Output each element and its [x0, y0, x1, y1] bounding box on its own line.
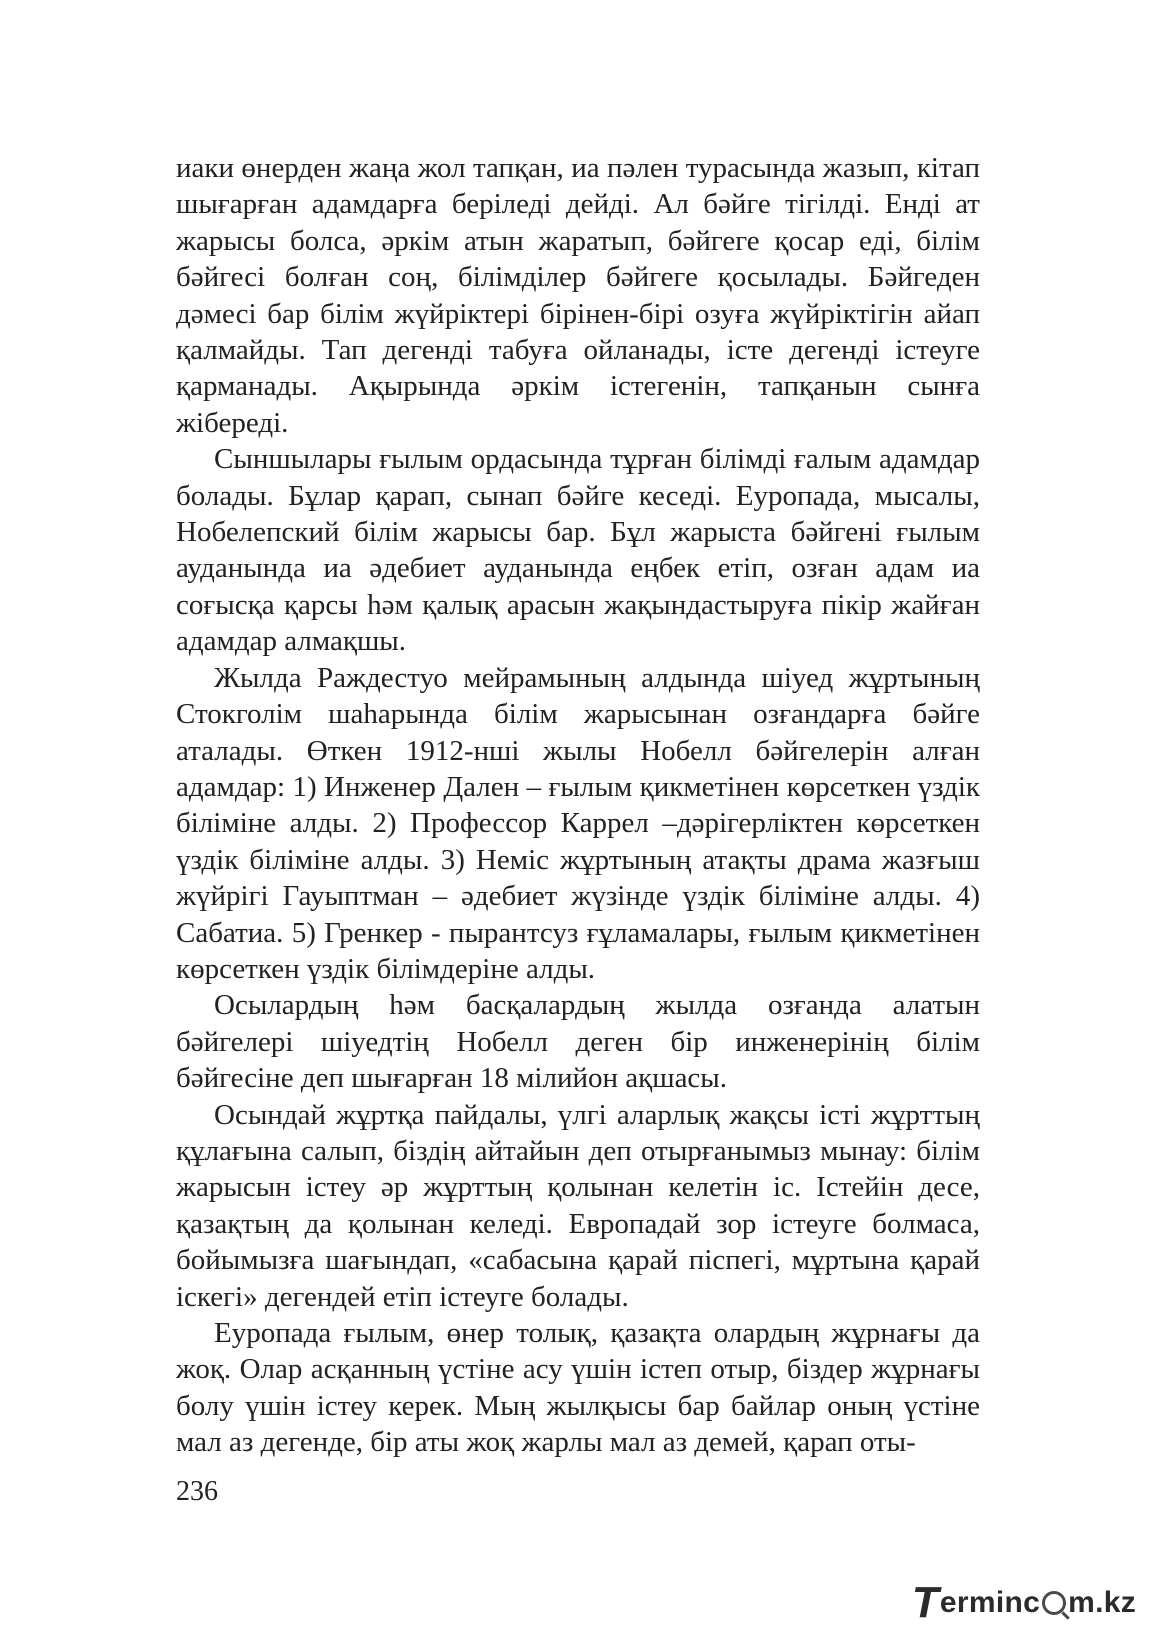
watermark-text-part2: m.kz [1068, 1586, 1136, 1619]
paragraph-6: Еуропада ғылым, өнер толық, қазақта олардың жұрнағы да жоқ. Олар асқанның үстіне асу үшін істеп отыр, біздер жұрнағы болу үшін істеу керек. Мың жылқысы бар байлар оның үстіне мал аз дегенде, бір аты жоқ жарлы мал аз демей, қарап оты- [176, 1317, 980, 1459]
watermark-t-letter: T [911, 1578, 939, 1627]
watermark-text-part1: erminc [939, 1586, 1041, 1619]
paragraph-1: иаки өнерден жаңа жол тапқан, иа пәлен турасында жазып, кітап шығарған адамдарға беріледі дейді. Ал бәйге тігілді. Енді ат жарысы болса, әркім атын жаратып, бәйгеге қосар еді, білім бәйгесі болған соң, білімділер бәйгеге қосылады. Бәйгеден дәмесі бар білім жүйріктері бірінен-бірі озуға жүйріктігін айап қалмайды. Тап дегенді табуға ойланады, істе дегенді істеуге қарманады. Ақырында әркім істегенін, тапқанын сынға жібереді. [176, 152, 980, 439]
termincom-watermark [911, 1578, 1136, 1627]
body-text [176, 150, 980, 1461]
magnifier-icon [1042, 1591, 1066, 1615]
page-number: 236 [176, 1476, 218, 1507]
paragraph-4: Осылардың һәм басқалардың жылда озғанда алатын бәйгелері шіуедтің Нобелл деген бір инженерінің білім бәйгесіне деп шығарған 18 мілийон ақшасы. [176, 989, 980, 1095]
paragraph-5: Осындай жұртқа пайдалы, үлгі аларлық жақсы істі жұрттың құлағына салып, біздің айтайын деп отырғанымыз мынау: білім жарысын істеу әр жұрттың қолынан келетін іс. Істейін десе, қазақтың да қолынан келеді. Европадай зор істеуге болмаса, бойымызға шағындап, «сабасына қарай піспегі, мұртына қарай іскегі» дегендей етіп істеуге болады. [176, 1098, 980, 1313]
paragraph-2: Сыншылары ғылым ордасында тұрған білімді ғалым адамдар болады. Бұлар қарап, сынап бәйге кеседі. Еуропада, мысалы, Нобелепский білім жарысы бар. Бұл жарыста бәйгені ғылым ауданында иа әдебиет ауданында еңбек етіп, озған адам иа соғысқа қарсы һәм қалық арасын жақындастыруға пікір жайған адамдар алмақшы. [176, 443, 980, 658]
paragraph-3: Жылда Раждестуо мейрамының алдында шіуед жұртының Стокголім шаһарында білім жарысынан озғандарға бәйге аталады. Өткен 1912-нші жылы Нобелл бәйгелерін алған адамдар: 1) Инженер Дален – ғылым қикметінен көрсеткен үздік біліміне алды. 2) Профессор Каррел –дәрігерліктен көрсеткен үздік біліміне алды. 3) Неміс жұртының атақты драма жазғыш жүйрігі Гауыптман – әдебиет жүзінде үздік біліміне алды. 4) Сабатиа. 5) Гренкер - пырантсуз ғұламалары, ғылым қикметінен көрсеткен үздік білімдеріне алды. [176, 661, 980, 985]
